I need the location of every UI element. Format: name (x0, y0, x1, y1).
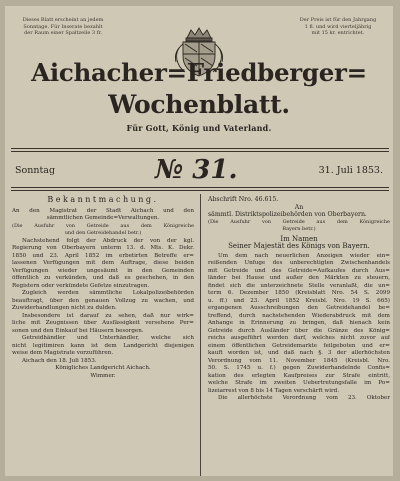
newspaper-title-line1: Aichacher=Friedberger= (31, 58, 367, 87)
body-line: welche Strafe im zweiten Uebertretungsfalle im Po= (208, 380, 390, 386)
body-line: Verfügungen wieder ungesäumt in den Gemeinden (12, 267, 194, 274)
body-line: länder bei Hause und außer den Märkten zu steuern, (208, 275, 390, 281)
right-body-text (208, 253, 390, 403)
dateline-rule (11, 190, 389, 191)
right-box-line: 1 fl. und wird vierteljährig (304, 23, 372, 30)
addressee-prefix: An (294, 203, 304, 211)
body-line: liche mit Zeugnissen über Ausfässigkeit versehene Per= (12, 320, 194, 326)
body-line: reichs ausgeführt werden darf, welches nicht zuvor auf (208, 335, 390, 341)
left-column (12, 196, 194, 380)
right-box-line: mit 15 kr. entrichtet. (311, 30, 365, 36)
body-line: Nachstehend folgt der Abdruck der von der kgl. (22, 237, 194, 244)
issue-date: 31. Juli 1853. (318, 165, 383, 176)
body-line: kauft worden ist, und daß nach §. 3 der allerhöchsten (208, 350, 390, 356)
body-line: sonen und den Einkauf bei Häusern besorgen. (12, 327, 144, 334)
body-line: nicht legitimiren kann ist dem Landgericht diejenigen (12, 342, 194, 349)
seiner-majestaet-heading: Seiner Majestät des Königs von Bayern. (228, 242, 370, 250)
body-line: 1850 und 23. April 1852 im erbetirten Betreffe er= (12, 252, 194, 259)
right-box-line: Der Preis ist für den Jahrgang (299, 17, 377, 23)
body-line: weise dem Magistrate vorzuführen. (12, 350, 114, 356)
body-line: Zuwiderhandlungen nicht zu dulden. (12, 305, 117, 311)
newspaper-motto: Für Gott, König und Vaterland. (126, 123, 272, 133)
note-line: (Die Ausfuhr von Getreide aus dem Königreiche (12, 222, 194, 229)
body-line: Getreidhändler und Unterhändler, welche sich (22, 335, 194, 341)
body-line: Insbesondere ist darauf zu sehen, daß nur wirk= (22, 312, 194, 319)
body-line: 50. S. 1745 u. f.) gegen Zuwiderhandelnde Confis= (208, 365, 390, 371)
note-line: Bayern betr.) (282, 226, 316, 232)
body-line: beauftragt, über den genauen Vollzug zu wachen, und (12, 297, 194, 304)
newspaper-page (5, 6, 393, 476)
signature-place: Aichach den 18. Juli 1853. (22, 357, 97, 364)
header-rule (11, 148, 389, 149)
body-line: kation des erlegten Kaufpreises zur Strafe eintritt, (208, 372, 390, 379)
subscription-info-box (15, 17, 111, 37)
body-line: öffentlich zu verkünden, und daß es geschehen, in den (12, 275, 194, 281)
body-line: Regierung von Oberbayern unterm 13. d. Mts. K. Dekr. (12, 245, 194, 251)
body-line: ergangenen Ausschreibungen den Getreidehandel be= (208, 305, 390, 311)
body-line: lizeiarrest von 8 bis 14 Tagen verschärft wird. (208, 387, 340, 394)
price-info-box (291, 17, 385, 37)
note-line: (Die Ausfuhr von Getreide aus dem Königreiche (208, 218, 390, 225)
note-line: und den Getreidehandel betr.) (64, 230, 142, 236)
addressee: sämmtl. Distriktspolizeibehörden von Oberbayern. (208, 211, 367, 218)
body-line: Die allerhöchste Verordnung vom 23. Oktober (218, 395, 390, 401)
address-line: sämmtlichen Gemeinde=Verwaltungen. (46, 215, 160, 221)
body-line: Getreide durch Ausländer über die Gränze des König= (208, 327, 390, 334)
dateline-rule (11, 187, 389, 188)
right-column (208, 196, 390, 403)
header-rule (11, 151, 389, 152)
issue-day: Sonntag (15, 165, 56, 176)
body-line: Um dem nach neuerlichen Anzeigen wieder ein= (218, 252, 390, 259)
left-box-line: Dieses Blatt erscheint an jedem (22, 17, 104, 23)
body-line: treffend, durch nachstehenden Wiederabdruck mit dem (208, 312, 390, 319)
body-line: einem öffentlichen Getreidemarkte feilgeboten und er= (208, 342, 390, 349)
announcement-heading: Bekanntmachung. (47, 195, 159, 204)
body-line: Verordnung vom 11. November 1845 (Kreisbl. Nro. (208, 357, 390, 364)
body-line: Registern oder verkündete Gefetze einzutragen. (12, 282, 150, 289)
issue-number: № 31. (155, 155, 238, 185)
body-line: Anhange in Erinnerung zu bringen, daß hienach kein (208, 320, 390, 326)
body-line: findet sich die unterzeichnete Stelle veranlaßt, die un= (208, 282, 390, 289)
column-divider (200, 194, 201, 476)
signature-name: Wimmer. (90, 372, 116, 379)
body-line: Zugleich werden sämmtliche Lokalpolizeibehörden (22, 290, 194, 296)
body-line: reißenden Unfuge des unberechtigten Zwischenhandels (208, 260, 390, 266)
left-box-line: Sonntage. Für Inserate bezahlt (23, 23, 103, 30)
left-box-line: der Raum einer Spaltzeile 3 fr. (24, 30, 102, 36)
reference-number: Abschrift Nro. 46.615. (208, 196, 279, 203)
body-line: lassenen Verfügungen mit dem Auftrage, diese beiden (12, 260, 194, 266)
body-line: u. ff.) und 23. April 1852 Kreisbl. Nro. 19 S. 665) (208, 297, 390, 304)
address-line: An den Magistrat der Stadt Aichach und den (12, 207, 194, 214)
im-namen-heading: Im Namen (280, 234, 318, 243)
signature-office: Königliches Landgericht Aichach. (55, 365, 151, 371)
body-line: term 6. Dezember 1850 (Kreisblatt Nro. 54 S. 2099 (208, 290, 390, 296)
newspaper-title-line2: Wochenblatt. (108, 90, 290, 119)
body-line: mit Getreide und des Getreide=Aufkaufes durch Aus= (208, 267, 390, 274)
